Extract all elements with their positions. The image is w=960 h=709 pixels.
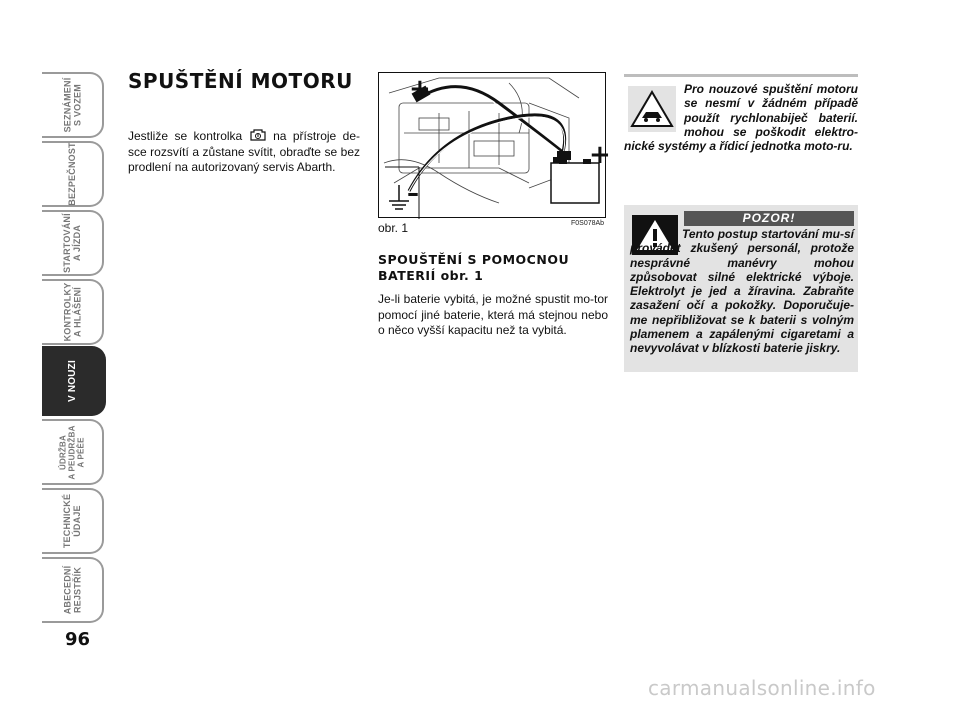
positive-sign-right: +: [589, 140, 611, 170]
battery-diagram: [379, 73, 611, 219]
tab-label: ABECEDNÍ REJSTŘÍK: [61, 565, 82, 615]
page-number: 96: [65, 629, 91, 650]
tab-startovani[interactable]: [42, 210, 104, 276]
tab-abecedni-rejstrik[interactable]: [42, 557, 104, 623]
subsection-body: Je-li baterie vybitá, je možné spustit mo-tor pomocí jiné baterie, která má stejnou nebo o něco vyšší kapacitu než ta vybitá.: [378, 292, 608, 337]
injection-warning-icon: [249, 128, 267, 142]
warning-note: [624, 205, 858, 372]
tab-technicke-udaje[interactable]: [42, 488, 104, 554]
page-title: SPUŠTĚNÍ MOTORU: [128, 69, 353, 93]
tab-bezpecnost[interactable]: [42, 141, 104, 207]
intro-paragraph: [128, 128, 360, 176]
tab-label: TECHNICKÉ ÚDAJE: [62, 493, 82, 549]
intro-text-start: Jestliže se kontrolka: [128, 129, 243, 143]
tab-label: KONTROLKY A HLÁŠENÍ: [62, 282, 82, 342]
figure-code: F0S078Ab: [571, 220, 605, 227]
positive-sign-left: +: [409, 74, 431, 104]
tab-label: STARTOVÁNÍ A JÍZDA: [61, 213, 82, 273]
tab-v-nouzi[interactable]: [42, 346, 106, 416]
warning-heading: POZOR!: [684, 211, 854, 226]
tab-udrzba[interactable]: [42, 419, 104, 485]
tab-label: BEZPEČNOST: [67, 142, 78, 206]
tab-kontrolky[interactable]: [42, 279, 104, 345]
watermark: carmanualsonline.info: [648, 676, 876, 700]
negative-sign: –: [407, 179, 419, 207]
figure-caption: obr. 1: [378, 221, 409, 235]
jump-start-illustration: [378, 72, 611, 218]
intro-text-end: na přístroje de-sce rozsvítí a zůstane svítit, obraďte se bez prodlení na autorizovaný servis Abarth.: [128, 129, 360, 174]
tab-seznameni[interactable]: [42, 72, 104, 138]
caution-note: [624, 74, 858, 153]
subsection-title: SPOUŠTĚNÍ S POMOCNOU BATERIÍ obr. 1: [378, 252, 570, 283]
tab-label: V NOUZI: [67, 360, 78, 402]
tab-label: SEZNÁMENÍ S VOZEM: [62, 77, 82, 133]
caution-text: Pro nouzové spuštění motoru se nesmí v žádném případě použít rychlonabiječ baterií. mohou se poškodit elektro-nické systémy a řídicí jednotka moto-ru.: [624, 82, 858, 154]
caution-car-icon: [628, 86, 676, 132]
warning-text: Tento postup startování mu-sí provádět zkušený personál, protože nesprávné manévry mohou způsobovat silné elektrické výboje. Elektrolyt je jed a žíravina. Zabraňte zasažení očí a pokožky. Doporučuje-me nepřibližovat se k baterii s volným plamenem a zapálenými cigaretami a nevyvolávat v blízkosti baterie jiskry.: [630, 227, 854, 356]
tab-label: ÚDRŽBA A PEUDRŽBA A PÉÈE: [58, 424, 86, 480]
